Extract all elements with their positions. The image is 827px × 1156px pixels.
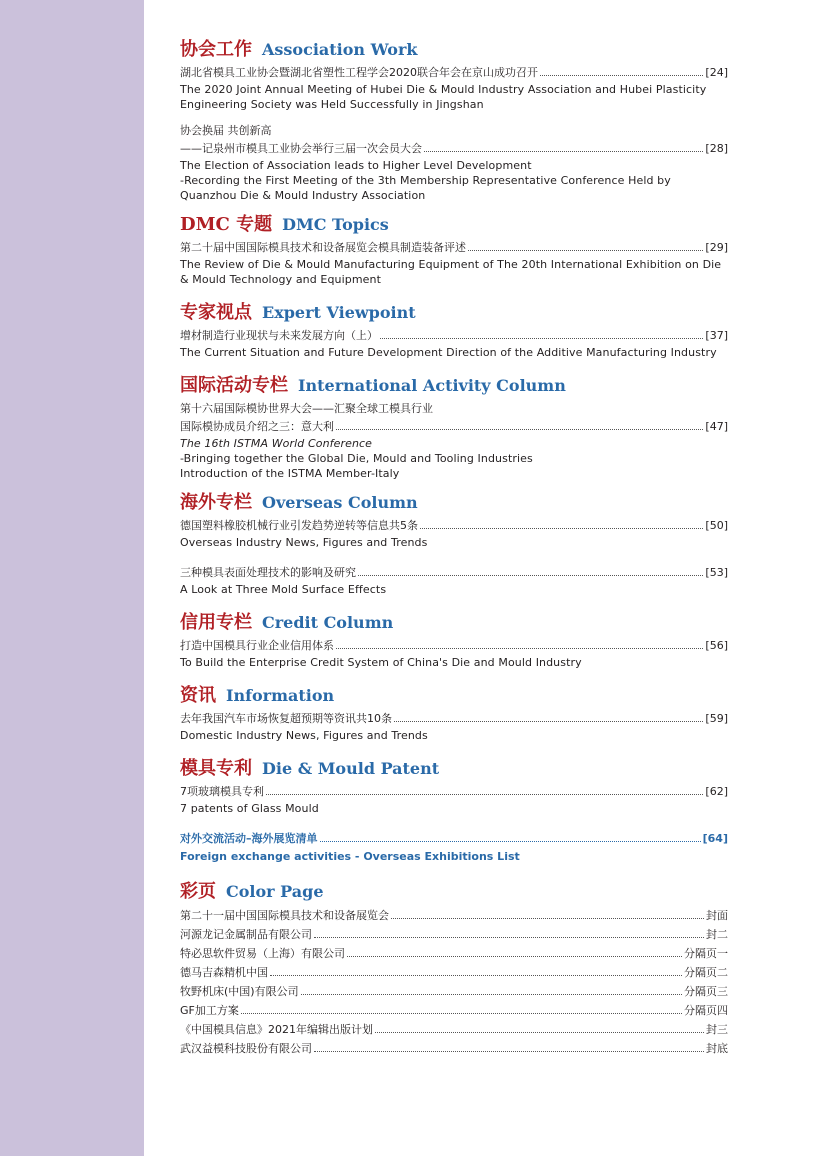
toc-entry[interactable] [180,517,728,550]
color-page-list [180,906,728,1058]
entry-title-en: Overseas Industry News, Figures and Trends [180,536,428,549]
section-information [180,684,728,743]
page-number: [50] [705,519,728,532]
section-heading [180,301,728,325]
entry-title: 牧野机床(中国)有限公司 [180,985,299,998]
section-title-cn: 国际活动专栏 [180,375,288,396]
entry-title-en: The Current Situation and Future Development Direction of the Additive Manufacturing Industry [180,346,717,359]
section-title-cn: DMC 专题 [180,214,273,235]
section-heading [180,213,728,237]
page-number: 分隔页四 [684,1004,728,1017]
dot-leader [380,338,703,339]
toc-line [180,239,728,257]
entry-title: 去年我国汽车市场恢复超预期等资讯共10条 [180,712,392,725]
dot-leader [358,575,703,576]
entry-title: 第十六届国际模协世界大会——汇聚全球工模具行业 [180,402,433,415]
section-title-en: DMC Topics [282,215,389,234]
section-international-activity [180,374,728,481]
toc-entry[interactable] [180,327,728,360]
section-title-cn: 海外专栏 [180,492,252,513]
color-page-item[interactable] [180,925,728,944]
toc-entry[interactable] [180,400,728,481]
page-number: 封底 [706,1042,728,1055]
dot-leader [314,1051,704,1052]
entry-title: 第二十一届中国国际模具技术和设备展览会 [180,909,389,922]
section-title-en: Expert Viewpoint [262,303,416,322]
section-title-cn: 专家视点 [180,302,252,323]
section-title-en: Die & Mould Patent [262,759,440,778]
dot-leader [301,994,682,995]
entry-title: GF加工方案 [180,1004,239,1017]
entry-title: 德国塑料橡胶机械行业引发趋势逆转等信息共5条 [180,519,418,532]
entry-title: 打造中国模具行业企业信用体系 [180,639,334,652]
dot-leader [468,250,703,251]
section-heading [180,491,728,515]
page-number: [62] [705,785,728,798]
entry-title: 《中国模具信息》2021年编辑出版计划 [180,1023,373,1036]
section-color-page [180,880,728,1058]
entry-subtitle: 国际模协成员介绍之三：意大利 [180,420,334,433]
page-number: 分隔页二 [684,966,728,979]
toc-entry[interactable] [180,710,728,743]
entry-title-en: The Review of Die & Mould Manufacturing Equipment of The 20th International Exhibition on Die & Mould Technology and Equipment [180,258,722,286]
section-title-en: Information [226,686,335,705]
section-dmc-topics [180,213,728,287]
section-title-en: Association Work [262,40,418,59]
toc-line [180,564,728,582]
section-foreign-exchange [180,830,728,866]
color-page-item[interactable] [180,1039,728,1058]
entry-title-en: Foreign exchange activities - Overseas Exhibitions List [180,850,520,863]
dot-leader [375,1032,704,1033]
entry-title: 协会换届 共创新高 [180,124,272,137]
dot-leader [314,937,704,938]
section-heading [180,757,728,781]
page-number: [28] [705,142,728,155]
section-title-en: Credit Column [262,613,394,632]
page-number: 分隔页三 [684,985,728,998]
section-overseas-column [180,491,728,597]
color-page-item[interactable] [180,982,728,1001]
dot-leader [540,75,703,76]
page-number: [64] [702,832,728,845]
page-number: [47] [705,420,728,433]
toc-line [180,710,728,728]
toc-line [180,327,728,345]
section-title-en: Overseas Column [262,493,418,512]
color-page-item[interactable] [180,906,728,925]
toc-line [180,517,728,535]
toc-entry[interactable] [180,122,728,203]
entry-title-en: The 16th ISTMA World Conference [180,437,373,450]
section-title-en: International Activity Column [298,376,566,395]
section-association-work [180,38,728,203]
entry-title: 增材制造行业现状与未来发展方向（上） [180,329,378,342]
entry-title: 三种模具表面处理技术的影响及研究 [180,566,356,579]
section-expert-viewpoint [180,301,728,360]
toc-line [180,783,728,801]
toc-entry[interactable] [180,564,728,597]
entry-subtitle-en: Introduction of the ISTMA Member-Italy [180,467,400,480]
page-number: 封三 [706,1023,728,1036]
dot-leader [336,648,703,649]
dot-leader [394,721,703,722]
color-page-item[interactable] [180,1020,728,1039]
dot-leader [241,1013,682,1014]
table-of-contents [180,38,728,1058]
entry-title: 河源龙记金属制品有限公司 [180,928,312,941]
toc-entry[interactable] [180,830,728,866]
dot-leader [266,794,703,795]
section-title-en: Color Page [226,882,324,901]
entry-title: 对外交流活动–海外展览清单 [180,832,318,845]
toc-entry[interactable] [180,637,728,670]
dot-leader [270,975,682,976]
section-title-cn: 协会工作 [180,39,252,60]
entry-title-en: The Election of Association leads to Higher Level Development [180,159,532,172]
entry-subtitle-en: -Recording the First Meeting of the 3th Membership Representative Conference Held by Quanzhou Die & Mould Industry Association [180,174,671,202]
toc-line [180,64,728,82]
dot-leader [424,151,703,152]
section-heading [180,38,728,62]
section-title-cn: 资讯 [180,685,216,706]
dot-leader [336,429,703,430]
entry-subtitle-en: -Bringing together the Global Die, Mould and Tooling Industries [180,452,533,465]
entry-title: 特必思软件贸易（上海）有限公司 [180,947,345,960]
toc-line [180,830,728,848]
entry-title-en: A Look at Three Mold Surface Effects [180,583,387,596]
entry-title: 武汉益模科技股份有限公司 [180,1042,312,1055]
page-number: [56] [705,639,728,652]
toc-entry[interactable] [180,64,728,112]
page-number: 封二 [706,928,728,941]
section-heading [180,880,728,904]
entry-title-en: 7 patents of Glass Mould [180,802,319,815]
side-color-bar [0,0,144,1156]
toc-line [180,637,728,655]
section-title-cn: 模具专利 [180,758,252,779]
color-page-item[interactable] [180,963,728,982]
section-heading [180,611,728,635]
color-page-item[interactable] [180,1001,728,1020]
section-heading [180,684,728,708]
dot-leader [391,918,704,919]
toc-line [180,418,728,436]
section-title-cn: 信用专栏 [180,612,252,633]
toc-line [180,140,728,158]
toc-entry[interactable] [180,239,728,287]
entry-title: 德马吉森精机中国 [180,966,268,979]
page-number: [24] [705,66,728,79]
entry-title: 第二十届中国国际模具技术和设备展览会模具制造装备评述 [180,241,466,254]
page-number: [53] [705,566,728,579]
page-number: 分隔页一 [684,947,728,960]
section-die-mould-patent [180,757,728,816]
entry-title-en: To Build the Enterprise Credit System of China's Die and Mould Industry [180,656,582,669]
color-page-item[interactable] [180,944,728,963]
entry-subtitle: ——记泉州市模具工业协会举行三届一次会员大会 [180,142,422,155]
entry-title-en: Domestic Industry News, Figures and Trends [180,729,428,742]
entry-title-en: The 2020 Joint Annual Meeting of Hubei Die & Mould Industry Association and Hubei Plasticity Engineering Society was Held Successfully in Jingshan [180,83,707,111]
toc-entry[interactable] [180,783,728,816]
entry-title: 湖北省模具工业协会暨湖北省塑性工程学会2020联合年会在京山成功召开 [180,66,538,79]
section-heading [180,374,728,398]
entry-title: 7项玻璃模具专利 [180,785,264,798]
dot-leader [320,841,701,842]
dot-leader [420,528,703,529]
page-number: 封面 [706,909,728,922]
page-number: [37] [705,329,728,342]
dot-leader [347,956,682,957]
section-credit-column [180,611,728,670]
page-number: [29] [705,241,728,254]
page-number: [59] [705,712,728,725]
section-title-cn: 彩页 [180,881,216,902]
